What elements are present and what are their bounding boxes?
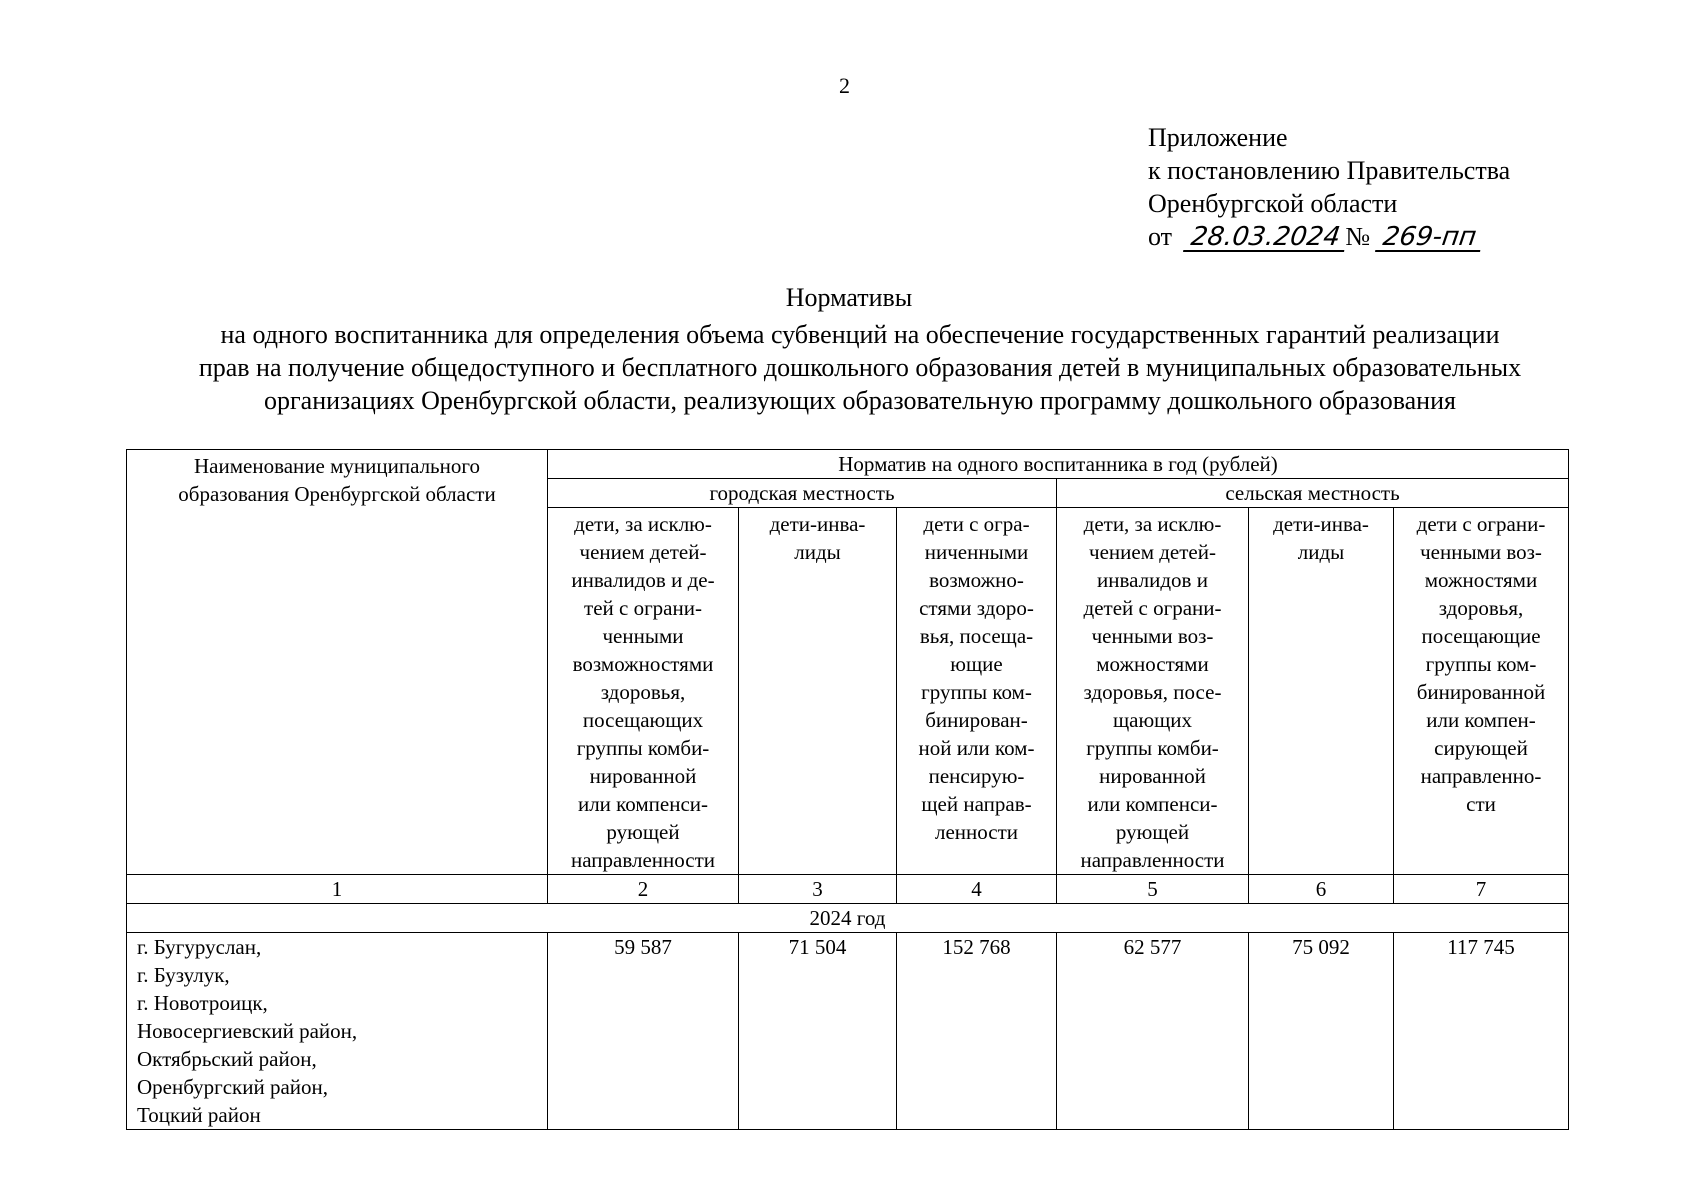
header-rural: сельская местность <box>1057 479 1569 508</box>
page-number: 2 <box>839 73 850 98</box>
table-row <box>127 933 1569 1130</box>
header-rural-disabled: дети-инва- лиды <box>1249 508 1394 875</box>
column-number: 5 <box>1057 875 1249 904</box>
column-number: 2 <box>548 875 739 904</box>
value-rural-limited: 117 745 <box>1394 933 1569 1130</box>
appendix-date-line <box>1148 220 1510 253</box>
value-urban-disabled: 71 504 <box>739 933 897 1130</box>
column-number: 4 <box>897 875 1057 904</box>
appendix-region: Оренбургской области <box>1148 189 1398 218</box>
column-number: 6 <box>1249 875 1394 904</box>
header-urban: городская местность <box>548 479 1057 508</box>
appendix-resolution: к постановлению Правительства <box>1148 156 1511 185</box>
column-numbers-row <box>127 875 1569 904</box>
year-label: 2024 год <box>127 904 1569 933</box>
column-number: 1 <box>127 875 548 904</box>
norms-table <box>126 449 1569 1130</box>
header-municipality: Наименование муниципального образования Оренбургской области <box>127 450 548 875</box>
header-urban-disabled: дети-инва- лиды <box>739 508 897 875</box>
document-title: Нормативы <box>785 283 913 312</box>
header-rural-limited: дети с ограни- ченными воз- можностями здоровья, посещающие группы ком- бинированной или компен- сирующей направленно- сти <box>1394 508 1569 875</box>
appendix-title: Приложение <box>1148 123 1288 152</box>
header-row-1 <box>127 450 1569 479</box>
header-norm: Норматив на одного воспитанника в год (рублей) <box>548 450 1569 479</box>
subtitle-line-3: организациях Оренбургской области, реализующих образовательную программу дошкольного образования <box>264 386 1456 415</box>
subtitle-line-1: на одного воспитанника для определения объема субвенций на обеспечение государственных гарантий реализации <box>220 320 1500 349</box>
number-sign: № <box>1345 222 1371 251</box>
year-row <box>127 904 1569 933</box>
header-urban-regular: дети, за исклю- чением детей- инвалидов и де- тей с ограни- ченными возможностями здоровья, посещающих группы комби- нированной или компенси- рующей направленности <box>548 508 739 875</box>
header-urban-limited: дети с огра- ниченными возможно- стями здоро- вья, посеща- ющие группы ком- бинирован- ной или ком- пенсирую- щей направ- ленности <box>897 508 1057 875</box>
document-subtitle <box>110 318 1610 417</box>
handwritten-date: 28.03.2024 <box>1183 224 1348 252</box>
column-number: 3 <box>739 875 897 904</box>
value-urban-limited: 152 768 <box>897 933 1057 1130</box>
value-urban-regular: 59 587 <box>548 933 739 1130</box>
handwritten-number: 269-пп <box>1375 224 1484 252</box>
column-number: 7 <box>1394 875 1569 904</box>
subtitle-line-2: прав на получение общедоступного и бесплатного дошкольного образования детей в муниципальных образовательных <box>198 353 1522 382</box>
appendix-block <box>1148 121 1510 253</box>
header-rural-regular: дети, за исклю- чением детей- инвалидов и детей с ограни- ченными воз- можностями здоровья, посе- щающих группы комби- нированной или компенси- рующей направленности <box>1057 508 1249 875</box>
municipality-names: г. Бугуруслан, г. Бузулук, г. Новотроицк, Новосергиевский район, Октябрьский район, Оренбургский район, Тоцкий район <box>127 933 548 1130</box>
value-rural-disabled: 75 092 <box>1249 933 1394 1130</box>
value-rural-regular: 62 577 <box>1057 933 1249 1130</box>
from-label: от <box>1148 222 1173 251</box>
